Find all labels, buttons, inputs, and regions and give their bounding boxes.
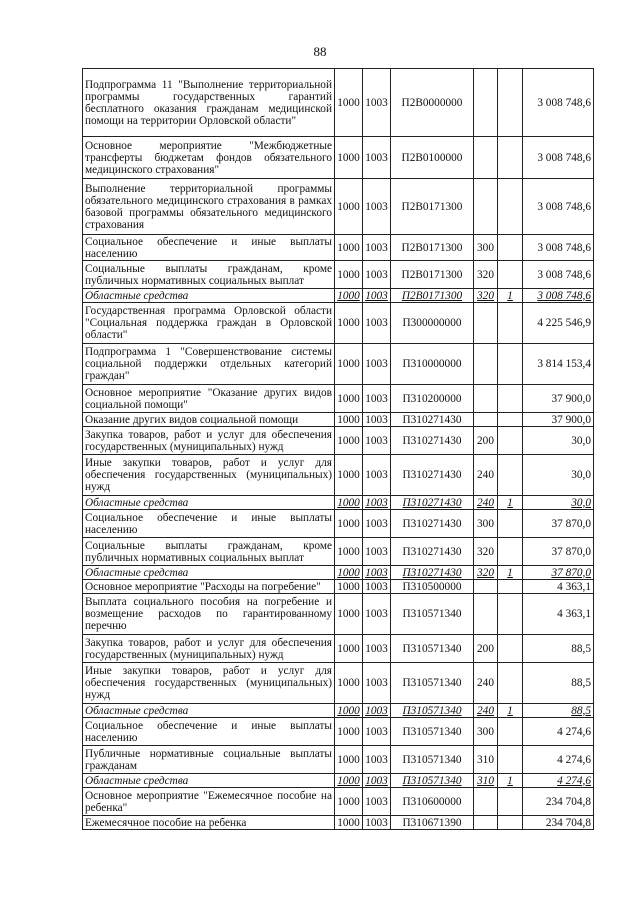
row-name-cell: Основное мероприятие "Оказание других видов социальной помощи": [83, 385, 335, 413]
target-code-cell: П310571340: [391, 635, 474, 663]
amount-cell: 4 363,1: [523, 580, 594, 594]
expense-type-cell: 320: [474, 538, 498, 566]
expense-type-cell: [474, 594, 498, 635]
section-code-cell: 1000: [335, 635, 363, 663]
target-code-cell: П300000000: [391, 303, 474, 344]
funding-source-cell: [498, 663, 523, 704]
expense-type-cell: [474, 69, 498, 137]
target-code-cell: П310571340: [391, 704, 474, 718]
expense-type-cell: [474, 385, 498, 413]
target-code-cell: П310571340: [391, 746, 474, 774]
funding-source-cell: 1: [498, 496, 523, 510]
row-name-cell: Иные закупки товаров, работ и услуг для обеспечения государственных (муниципальных) нужд: [83, 455, 335, 496]
subsection-code-cell: 1003: [363, 663, 391, 704]
section-code-cell: 1000: [335, 303, 363, 344]
funding-source-cell: [498, 788, 523, 816]
subsection-code-cell: 1003: [363, 594, 391, 635]
table-row: [83, 718, 594, 746]
row-name-cell: Областные средства: [83, 496, 335, 510]
subsection-code-cell: 1003: [363, 137, 391, 179]
funding-source-cell: [498, 580, 523, 594]
funding-source-cell: 1: [498, 289, 523, 303]
expense-type-cell: [474, 344, 498, 385]
target-code-cell: П310200000: [391, 385, 474, 413]
row-name-cell: Закупка товаров, работ и услуг для обеспечения государственных (муниципальных) нужд: [83, 635, 335, 663]
funding-source-cell: [498, 261, 523, 289]
table-row: [83, 510, 594, 538]
section-code-cell: 1000: [335, 594, 363, 635]
funding-source-cell: [498, 455, 523, 496]
subsection-code-cell: 1003: [363, 455, 391, 496]
table-row: [83, 455, 594, 496]
subsection-code-cell: 1003: [363, 788, 391, 816]
table-row: [83, 235, 594, 261]
table-row: [83, 69, 594, 137]
funding-source-cell: [498, 303, 523, 344]
amount-cell: 88,5: [523, 635, 594, 663]
row-name-cell: Социальное обеспечение и иные выплаты населению: [83, 718, 335, 746]
subsection-code-cell: 1003: [363, 718, 391, 746]
regional-funds-row: [83, 566, 594, 580]
row-name-cell: Ежемесячное пособие на ребенка: [83, 816, 335, 830]
subsection-code-cell: 1003: [363, 289, 391, 303]
section-code-cell: 1000: [335, 566, 363, 580]
row-name-cell: Социальные выплаты гражданам, кроме публичных нормативных социальных выплат: [83, 538, 335, 566]
amount-cell: 3 008 748,6: [523, 289, 594, 303]
amount-cell: 4 363,1: [523, 594, 594, 635]
subsection-code-cell: 1003: [363, 303, 391, 344]
expense-type-cell: 240: [474, 704, 498, 718]
expense-type-cell: [474, 816, 498, 830]
row-name-cell: Областные средства: [83, 704, 335, 718]
funding-source-cell: [498, 137, 523, 179]
row-name-cell: Оказание других видов социальной помощи: [83, 413, 335, 427]
amount-cell: 30,0: [523, 427, 594, 455]
table-row: [83, 788, 594, 816]
funding-source-cell: [498, 179, 523, 235]
target-code-cell: П310571340: [391, 718, 474, 746]
expense-type-cell: 310: [474, 774, 498, 788]
subsection-code-cell: 1003: [363, 496, 391, 510]
funding-source-cell: [498, 816, 523, 830]
funding-source-cell: [498, 427, 523, 455]
target-code-cell: П2В0000000: [391, 69, 474, 137]
amount-cell: 88,5: [523, 704, 594, 718]
table-row: [83, 635, 594, 663]
subsection-code-cell: 1003: [363, 261, 391, 289]
expense-type-cell: [474, 788, 498, 816]
subsection-code-cell: 1003: [363, 704, 391, 718]
budget-table-body: [83, 69, 594, 830]
expense-type-cell: 240: [474, 663, 498, 704]
row-name-cell: Государственная программа Орловской области "Социальная поддержка граждан в Орловской области": [83, 303, 335, 344]
regional-funds-row: [83, 774, 594, 788]
target-code-cell: П310500000: [391, 580, 474, 594]
subsection-code-cell: 1003: [363, 580, 391, 594]
table-row: [83, 413, 594, 427]
amount-cell: 4 274,6: [523, 774, 594, 788]
target-code-cell: П310571340: [391, 774, 474, 788]
table-row: [83, 179, 594, 235]
regional-funds-row: [83, 496, 594, 510]
row-name-cell: Основное мероприятие "Межбюджетные трансферты бюджетам фондов обязательного медицинского страхования": [83, 137, 335, 179]
expense-type-cell: [474, 137, 498, 179]
expense-type-cell: 310: [474, 746, 498, 774]
section-code-cell: 1000: [335, 289, 363, 303]
subsection-code-cell: 1003: [363, 635, 391, 663]
table-row: [83, 427, 594, 455]
funding-source-cell: [498, 69, 523, 137]
target-code-cell: П310571340: [391, 594, 474, 635]
amount-cell: 4 274,6: [523, 718, 594, 746]
target-code-cell: П310271430: [391, 510, 474, 538]
target-code-cell: П310271430: [391, 413, 474, 427]
section-code-cell: 1000: [335, 413, 363, 427]
amount-cell: 234 704,8: [523, 816, 594, 830]
subsection-code-cell: 1003: [363, 235, 391, 261]
subsection-code-cell: 1003: [363, 179, 391, 235]
section-code-cell: 1000: [335, 496, 363, 510]
budget-table: [82, 68, 594, 830]
target-code-cell: П310600000: [391, 788, 474, 816]
table-row: [83, 816, 594, 830]
funding-source-cell: 1: [498, 566, 523, 580]
expense-type-cell: [474, 413, 498, 427]
expense-type-cell: [474, 580, 498, 594]
funding-source-cell: [498, 746, 523, 774]
amount-cell: 30,0: [523, 496, 594, 510]
row-name-cell: Областные средства: [83, 774, 335, 788]
row-name-cell: Основное мероприятие "Расходы на погребение": [83, 580, 335, 594]
section-code-cell: 1000: [335, 427, 363, 455]
row-name-cell: Закупка товаров, работ и услуг для обеспечения государственных (муниципальных) нужд: [83, 427, 335, 455]
section-code-cell: 1000: [335, 455, 363, 496]
funding-source-cell: [498, 538, 523, 566]
subsection-code-cell: 1003: [363, 385, 391, 413]
amount-cell: 4 274,6: [523, 746, 594, 774]
row-name-cell: Областные средства: [83, 289, 335, 303]
section-code-cell: 1000: [335, 580, 363, 594]
funding-source-cell: [498, 413, 523, 427]
funding-source-cell: 1: [498, 774, 523, 788]
target-code-cell: П2В0171300: [391, 261, 474, 289]
row-name-cell: Социальные выплаты гражданам, кроме публичных нормативных социальных выплат: [83, 261, 335, 289]
amount-cell: 3 008 748,6: [523, 137, 594, 179]
target-code-cell: П310671390: [391, 816, 474, 830]
table-row: [83, 137, 594, 179]
expense-type-cell: 300: [474, 510, 498, 538]
target-code-cell: П310271430: [391, 496, 474, 510]
subsection-code-cell: 1003: [363, 538, 391, 566]
subsection-code-cell: 1003: [363, 746, 391, 774]
row-name-cell: Подпрограмма 11 "Выполнение территориальной программы государственных гарантий бесплатного оказания гражданам медицинской помощи на территории Орловской области": [83, 69, 335, 137]
section-code-cell: 1000: [335, 774, 363, 788]
section-code-cell: 1000: [335, 179, 363, 235]
expense-type-cell: 300: [474, 235, 498, 261]
section-code-cell: 1000: [335, 663, 363, 704]
amount-cell: 37 870,0: [523, 510, 594, 538]
amount-cell: 37 900,0: [523, 413, 594, 427]
regional-funds-row: [83, 289, 594, 303]
row-name-cell: Социальное обеспечение и иные выплаты населению: [83, 235, 335, 261]
section-code-cell: 1000: [335, 788, 363, 816]
table-row: [83, 746, 594, 774]
row-name-cell: Выплата социального пособия на погребение и возмещение расходов по гарантированному перечню: [83, 594, 335, 635]
section-code-cell: 1000: [335, 538, 363, 566]
subsection-code-cell: 1003: [363, 510, 391, 538]
expense-type-cell: 320: [474, 261, 498, 289]
table-row: [83, 580, 594, 594]
funding-source-cell: [498, 235, 523, 261]
expense-type-cell: [474, 179, 498, 235]
section-code-cell: 1000: [335, 385, 363, 413]
expense-type-cell: [474, 303, 498, 344]
target-code-cell: П310271430: [391, 538, 474, 566]
target-code-cell: П2В0171300: [391, 235, 474, 261]
section-code-cell: 1000: [335, 746, 363, 774]
funding-source-cell: [498, 385, 523, 413]
amount-cell: 4 225 546,9: [523, 303, 594, 344]
section-code-cell: 1000: [335, 261, 363, 289]
amount-cell: 3 008 748,6: [523, 261, 594, 289]
table-row: [83, 261, 594, 289]
row-name-cell: Иные закупки товаров, работ и услуг для обеспечения государственных (муниципальных) нужд: [83, 663, 335, 704]
expense-type-cell: 300: [474, 718, 498, 746]
subsection-code-cell: 1003: [363, 566, 391, 580]
regional-funds-row: [83, 704, 594, 718]
table-row: [83, 303, 594, 344]
amount-cell: 30,0: [523, 455, 594, 496]
funding-source-cell: [498, 635, 523, 663]
row-name-cell: Социальное обеспечение и иные выплаты населению: [83, 510, 335, 538]
subsection-code-cell: 1003: [363, 413, 391, 427]
target-code-cell: П310571340: [391, 663, 474, 704]
table-row: [83, 344, 594, 385]
target-code-cell: П310271430: [391, 566, 474, 580]
subsection-code-cell: 1003: [363, 427, 391, 455]
row-name-cell: Областные средства: [83, 566, 335, 580]
funding-source-cell: [498, 594, 523, 635]
amount-cell: 3 008 748,6: [523, 179, 594, 235]
subsection-code-cell: 1003: [363, 69, 391, 137]
target-code-cell: П310000000: [391, 344, 474, 385]
section-code-cell: 1000: [335, 704, 363, 718]
expense-type-cell: 320: [474, 289, 498, 303]
amount-cell: 37 870,0: [523, 566, 594, 580]
target-code-cell: П310271430: [391, 455, 474, 496]
expense-type-cell: 240: [474, 496, 498, 510]
page-number: 88: [313, 44, 327, 59]
table-row: [83, 594, 594, 635]
target-code-cell: П2В0171300: [391, 289, 474, 303]
target-code-cell: П2В0100000: [391, 137, 474, 179]
row-name-cell: Подпрограмма 1 "Совершенствование системы социальной поддержки отдельных категорий граждан": [83, 344, 335, 385]
amount-cell: 3 008 748,6: [523, 235, 594, 261]
row-name-cell: Публичные нормативные социальные выплаты гражданам: [83, 746, 335, 774]
target-code-cell: П2В0171300: [391, 179, 474, 235]
table-row: [83, 385, 594, 413]
subsection-code-cell: 1003: [363, 344, 391, 385]
section-code-cell: 1000: [335, 344, 363, 385]
amount-cell: 3 008 748,6: [523, 69, 594, 137]
amount-cell: 234 704,8: [523, 788, 594, 816]
table-row: [83, 663, 594, 704]
section-code-cell: 1000: [335, 510, 363, 538]
funding-source-cell: [498, 510, 523, 538]
funding-source-cell: 1: [498, 704, 523, 718]
expense-type-cell: 240: [474, 455, 498, 496]
expense-type-cell: 320: [474, 566, 498, 580]
row-name-cell: Выполнение территориальной программы обязательного медицинского страхования в рамках базовой программы обязательного медицинского страхования: [83, 179, 335, 235]
amount-cell: 3 814 153,4: [523, 344, 594, 385]
amount-cell: 37 900,0: [523, 385, 594, 413]
section-code-cell: 1000: [335, 718, 363, 746]
funding-source-cell: [498, 718, 523, 746]
expense-type-cell: 200: [474, 427, 498, 455]
expense-type-cell: 200: [474, 635, 498, 663]
amount-cell: 37 870,0: [523, 538, 594, 566]
section-code-cell: 1000: [335, 816, 363, 830]
target-code-cell: П310271430: [391, 427, 474, 455]
row-name-cell: Основное мероприятие "Ежемесячное пособие на ребенка": [83, 788, 335, 816]
section-code-cell: 1000: [335, 235, 363, 261]
table-row: [83, 538, 594, 566]
subsection-code-cell: 1003: [363, 816, 391, 830]
subsection-code-cell: 1003: [363, 774, 391, 788]
section-code-cell: 1000: [335, 137, 363, 179]
funding-source-cell: [498, 344, 523, 385]
amount-cell: 88,5: [523, 663, 594, 704]
section-code-cell: 1000: [335, 69, 363, 137]
